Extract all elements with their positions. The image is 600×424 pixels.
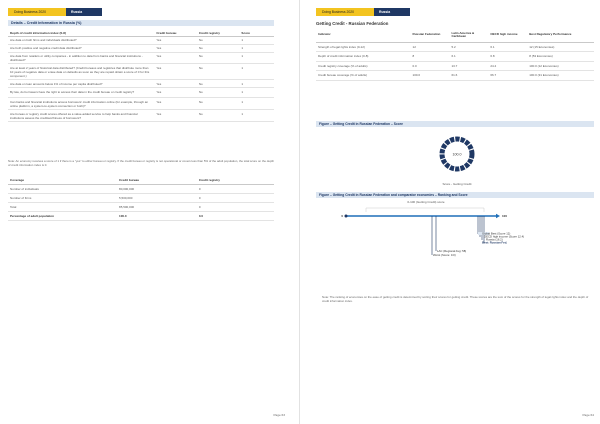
col-header: Depth of credit information index (0-8) [8,30,154,37]
bureau-cell: Yes [154,53,197,64]
value-cell: 12 (15 Economies) [527,42,594,52]
table-row [8,193,274,202]
bureau-cell: Yes [154,45,197,53]
registry-value: 0 [197,193,274,202]
col-header: Coverage [8,177,117,184]
question-cell: Are both positive and negative credit data distributed? [8,45,154,53]
comparator-label: OECD high income (Score 12.4) [484,234,525,239]
table-row [8,184,274,193]
col-header: Credit bureau [117,177,197,184]
comparator-label: Best: Russian Fed. [482,240,508,245]
figure-ranking-title: Figure – Getting Credit in Russian Federation and comparator economies – Ranking and Score [316,192,594,198]
registry-value: 0.0 [197,211,274,220]
section-title: Details – Credit Information in Russia (%) [8,20,274,26]
col-header: OECD high income [488,29,527,42]
registry-cell: No [197,64,240,80]
report-label: Doing Business 2020 [316,8,374,16]
col-header: Russian Federation [411,29,450,42]
page-header [8,8,102,16]
score-caption: Score - Getting Credit [442,182,472,186]
bureau-cell: Yes [154,98,197,110]
axis-max-label: 100 [502,214,508,218]
score-cell: 1 [239,37,274,45]
table-row [316,71,594,81]
indicator-cell: Strength of legal rights index (0-12) [316,42,411,52]
col-header: Score [239,30,274,37]
registry-value: 0 [197,184,274,193]
score-cell: 1 [239,88,274,98]
bureau-value: 5,500,000 [117,193,197,202]
question-cell: Are data on loan amounts below 1% of income per capita distributed? [8,80,154,88]
table-header-row [316,29,594,42]
question-cell: Are at least 2 years of historical data distributed? (Credit bureaus and registries that distribute more than 10 years of negative data or erase data on defaults as soon as they are repaid obtain a score of 0 for this component.) [8,64,154,80]
bureau-cell: Yes [154,88,197,98]
score-cell: 1 [239,80,274,88]
question-cell: Are data from retailers or utility companies - in addition to data from banks and financial institutions - distributed? [8,53,154,64]
comparator-label: Worst (Score: 0.0) [433,253,456,257]
ranking-score-chart [316,199,594,279]
value-cell: 61.6 [449,71,488,81]
col-header: Credit registry [197,30,240,37]
indicator-table [316,29,594,81]
value-cell: 6.8 [488,52,527,62]
score-cell: 1 [239,98,274,110]
value-cell: 100.0 (31 Economies) [527,71,594,81]
registry-cell: No [197,110,240,122]
axis-min-label: 0 [341,214,343,218]
bureau-value: 80,000,000 [117,184,197,193]
coverage-table [8,177,274,221]
coverage-label: Number of individuals [8,184,117,193]
value-cell: 24.4 [488,61,527,71]
score-cell: 1 [239,53,274,64]
economy-label: Russia [66,8,102,16]
table-row [8,88,274,98]
col-header: Credit registry [197,177,274,184]
value-cell: 13.7 [449,61,488,71]
figure-score-title: Figure – Getting Credit in Russian Federation – Score [316,121,594,127]
comparator-label: LAC (Regional Avg: 58) [437,249,467,253]
bureau-cell: Yes [154,110,197,122]
table-row [316,61,594,71]
value-cell: 5.2 [449,42,488,52]
table-row [8,64,274,80]
value-cell: 6.1 [449,52,488,62]
question-cell: By law, do borrowers have the right to access their data in the credit bureau or credit registry? [8,88,154,98]
score-center-label: 100.0 [452,152,462,157]
page-number: Page 64 [582,413,594,417]
registry-value: 0 [197,202,274,211]
indicator-cell: Credit registry coverage (% of adults) [316,61,411,71]
table-row [8,53,274,64]
table-row [8,110,274,122]
table-row [8,202,274,211]
coverage-label: Percentage of adult population [8,211,117,220]
registry-cell: No [197,80,240,88]
bureau-cell: Yes [154,64,197,80]
value-cell: 6.1 [488,42,527,52]
coverage-label: Total [8,202,117,211]
table-header-row [8,177,274,184]
right-page [300,0,600,424]
registry-cell: No [197,45,240,53]
value-cell: 0.0 [411,61,450,71]
value-cell: 100.0 (12 Economies) [527,61,594,71]
bureau-value: 85,500,000 [117,202,197,211]
indicator-cell: Depth of credit information index (0-8) [316,52,411,62]
bureau-cell: Yes [154,37,197,45]
score-cell: 1 [239,64,274,80]
table-row [8,45,274,53]
axis-start-marker [345,215,348,218]
table-row [316,42,594,52]
bureau-value: 100.0 [117,211,197,220]
page-title: Getting Credit - Russian Federation [316,21,389,26]
question-cell: Can banks and financial institutions access borrowers' credit information online (for example, through an online platform, a system-to-system connection or both)? [8,98,154,110]
value-cell: 8 (53 Economies) [527,52,594,62]
depth-index-note: Note: An economy receives a score of 1 if there is a "yes" to either bureau or registry. If the credit bureau or registry is not operational or covers less than 5% of the adult population, the total score on the depth of credit information index is 0. [8,159,274,167]
axis-arrow-icon [496,214,500,218]
value-cell: 12 [411,42,450,52]
col-header: Indicator [316,29,411,42]
question-cell: Are data on both firms and individuals distributed? [8,37,154,45]
registry-cell: No [197,98,240,110]
score-donut-chart [434,131,480,177]
table-row [8,80,274,88]
indicator-cell: Credit bureau coverage (% of adults) [316,71,411,81]
report-label: Doing Business 2020 [8,8,66,16]
table-row [8,211,274,220]
page-header [316,8,410,16]
table-row [8,98,274,110]
coverage-label: Number of firms [8,193,117,202]
page-number: Page 63 [273,413,285,417]
registry-cell: No [197,53,240,64]
table-row [316,52,594,62]
bureau-cell: Yes [154,80,197,88]
ranking-note: Note: The ranking of economies on the ease of getting credit is determined by sorting their scores for getting credit. These scores are the sum of the scores for the strength of legal rights index and the depth of credit information index. [322,295,589,303]
col-header: Latin America & Caribbean [449,29,488,42]
comparator-label: Russia (16.2) [486,237,503,242]
registry-cell: No [197,88,240,98]
col-header: Credit bureau [154,30,197,37]
registry-cell: No [197,37,240,45]
value-cell: 100.0 [411,71,450,81]
economy-label: Russia [374,8,410,16]
table-row [8,37,274,45]
depth-index-table [8,30,274,122]
value-cell: 66.7 [488,71,527,81]
score-cell: 1 [239,45,274,53]
scale-label: 0-100 (Getting Credit) score [407,200,445,204]
comparator-label: Global Best (Score 12) [482,231,511,236]
score-cell: 1 [239,110,274,122]
value-cell: 8 [411,52,450,62]
col-header: Best Regulatory Performance [527,29,594,42]
question-cell: Are bureau or registry credit scores offered as a value-added service to help banks and financial institutions assess the creditworthiness of borrowers? [8,110,154,122]
